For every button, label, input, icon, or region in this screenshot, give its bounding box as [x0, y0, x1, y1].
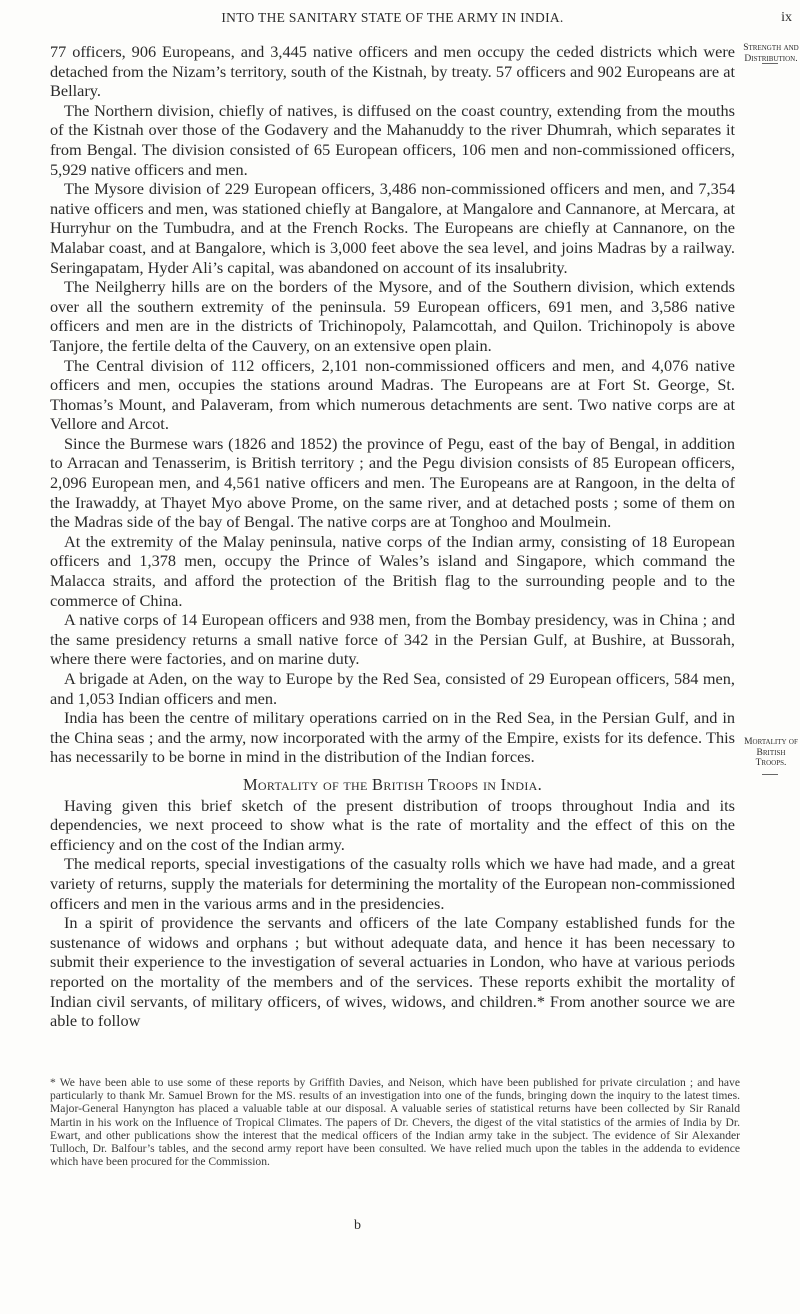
paragraph: A brigade at Aden, on the way to Europe by the Red Sea, consisted of 29 European officers, 584 men, and 1,053 Indian officers and men.	[50, 669, 735, 708]
paragraph: 77 officers, 906 Europeans, and 3,445 native officers and men occupy the ceded districts which were detached from the Nizam’s territory, south of the Kistnah, by treaty. 57 officers and 902 Europeans are at Bellary.	[50, 42, 735, 101]
paragraph: The Central division of 112 officers, 2,101 non-commissioned officers and men, and 4,076 native officers and men, occupies the stations around Madras. The Europeans are at Fort St. George, St. Thomas’s Mount, and Palaveram, from which numerous detachments are sent. Two native corps are at Vellore and Arcot.	[50, 355, 735, 434]
body-text	[50, 42, 735, 1031]
paragraph: A native corps of 14 European officers and 938 men, from the Bombay presidency, was in China ; and the same presidency returns a small native force of 342 in the Persian Gulf, at Bushire, at Bussorah, where there were factories, and on marine duty.	[50, 610, 735, 669]
signature-mark: b	[354, 1218, 361, 1233]
paragraph: At the extremity of the Malay peninsula, native corps of the Indian army, consisting of 18 European officers and 1,378 men, occupy the Prince of Wales’s island and Singapore, which command the Malacca straits, and afford the protection of the British flag to the surrounding people and to the commerce of China.	[50, 531, 735, 610]
page-number: ix	[781, 10, 792, 25]
paragraph: In a spirit of providence the servants and officers of the late Company established funds for the sustenance of widows and orphans ; but without adequate data, and hence it has been necessary to submit their experience to the investigation of several actuaries in London, who have at various periods reported on the mortality of the members and of the services. These reports exhibit the mortality of Indian civil servants, of military officers, of wives, widows, and children.* From another source we are able to follow	[50, 913, 735, 1031]
margin-note-mortality: Mortality of British Troops.	[744, 737, 798, 768]
footnote: * We have been able to use some of these reports by Griffith Davies, and Neison, which have been published for private circulation ; and have particularly to thank Mr. Samuel Brown for the MS. results of an investigation into one of the funds, bringing down the inquiry to the latest times. Major-General Hanyngton has placed a valuable table at our disposal. A valuable series of statistical returns have been collected by Sir Ranald Martin in his work on the Influence of Tropical Climates. The papers of Dr. Chevers, the digest of the vital statistics of the armies of India by Dr. Ewart, and other publications show the interest that the medical officers of the Indian army take in the subject. The evidence of Sir Alexander Tulloch, Dr. Balfour’s tables, and the second army report have been consulted. We have relied much upon the tables in the addenda to evidence which have been procured for the Commission.	[50, 1076, 740, 1169]
paragraph: The Mysore division of 229 European officers, 3,486 non-commissioned officers and men, and 7,354 native officers and men, was stationed chiefly at Bangalore, at Mangalore and Cannanore, at Mercara, at Hurryhur on the Tumbudra, and at the French Rocks. The Europeans are chiefly at Cannanore, on the Malabar coast, and at Bangalore, which is 3,000 feet above the sea level, and joins Madras by a railway. Seringapatam, Hyder Ali’s capital, was abandoned on account of its insalubrity.	[50, 179, 735, 277]
paragraph: India has been the centre of military operations carried on in the Red Sea, in the Persian Gulf, and in the China seas ; and the army, now incorporated with the army of the Empire, exists for its defence. This has necessarily to be borne in mind in the distribution of the Indian forces.	[50, 708, 735, 767]
margin-rule	[762, 774, 778, 775]
paragraph: The Northern division, chiefly of natives, is diffused on the coast country, extending from the mouths of the Kistnah over those of the Godavery and the Mahanuddy to the river Dhumrah, which separates it from Bengal. The division consisted of 65 European officers, 106 men and non-commissioned officers, 5,929 native officers and men.	[50, 100, 735, 179]
margin-rule	[762, 63, 778, 64]
paragraph: Having given this brief sketch of the present distribution of troops throughout India and its dependencies, we next proceed to show what is the rate of mortality and the effect of this on the efficiency and on the cost of the Indian army.	[50, 795, 735, 854]
running-title: INTO THE SANITARY STATE OF THE ARMY IN INDIA.	[221, 10, 564, 25]
paragraph: The Neilgherry hills are on the borders of the Mysore, and of the Southern division, which extends over all the southern extremity of the peninsula. 59 European officers, 691 men, and 3,586 native officers and men are in the districts of Trichinopoly, Palamcottah, and Quilon. Trichinopoly is above Tanjore, the fertile delta of the Cauvery, on an extensive open plain.	[50, 277, 735, 355]
paragraph: The medical reports, special investigations of the casualty rolls which we have had made, and a great variety of returns, supply the materials for determining the mortality of the European non-commissioned officers and men in the various arms and in the presidencies.	[50, 854, 735, 913]
section-heading: Mortality of the British Troops in India.	[242, 774, 543, 794]
paragraph: Since the Burmese wars (1826 and 1852) the province of Pegu, east of the bay of Bengal, in addition to Arracan and Tenasserim, is British territory ; and the Pegu division consists of 85 European officers, 2,096 European men, and 4,561 native officers and men. The Europeans are at Rangoon, in the delta of the Irawaddy, at Thayet Myo above Prome, on the same river, and at detached posts ; some of them on the Madras side of the bay of Bengal. The native corps are at Tonghoo and Moulmein.	[50, 433, 735, 532]
margin-note-strength: Strength and Distribution.	[743, 43, 799, 64]
